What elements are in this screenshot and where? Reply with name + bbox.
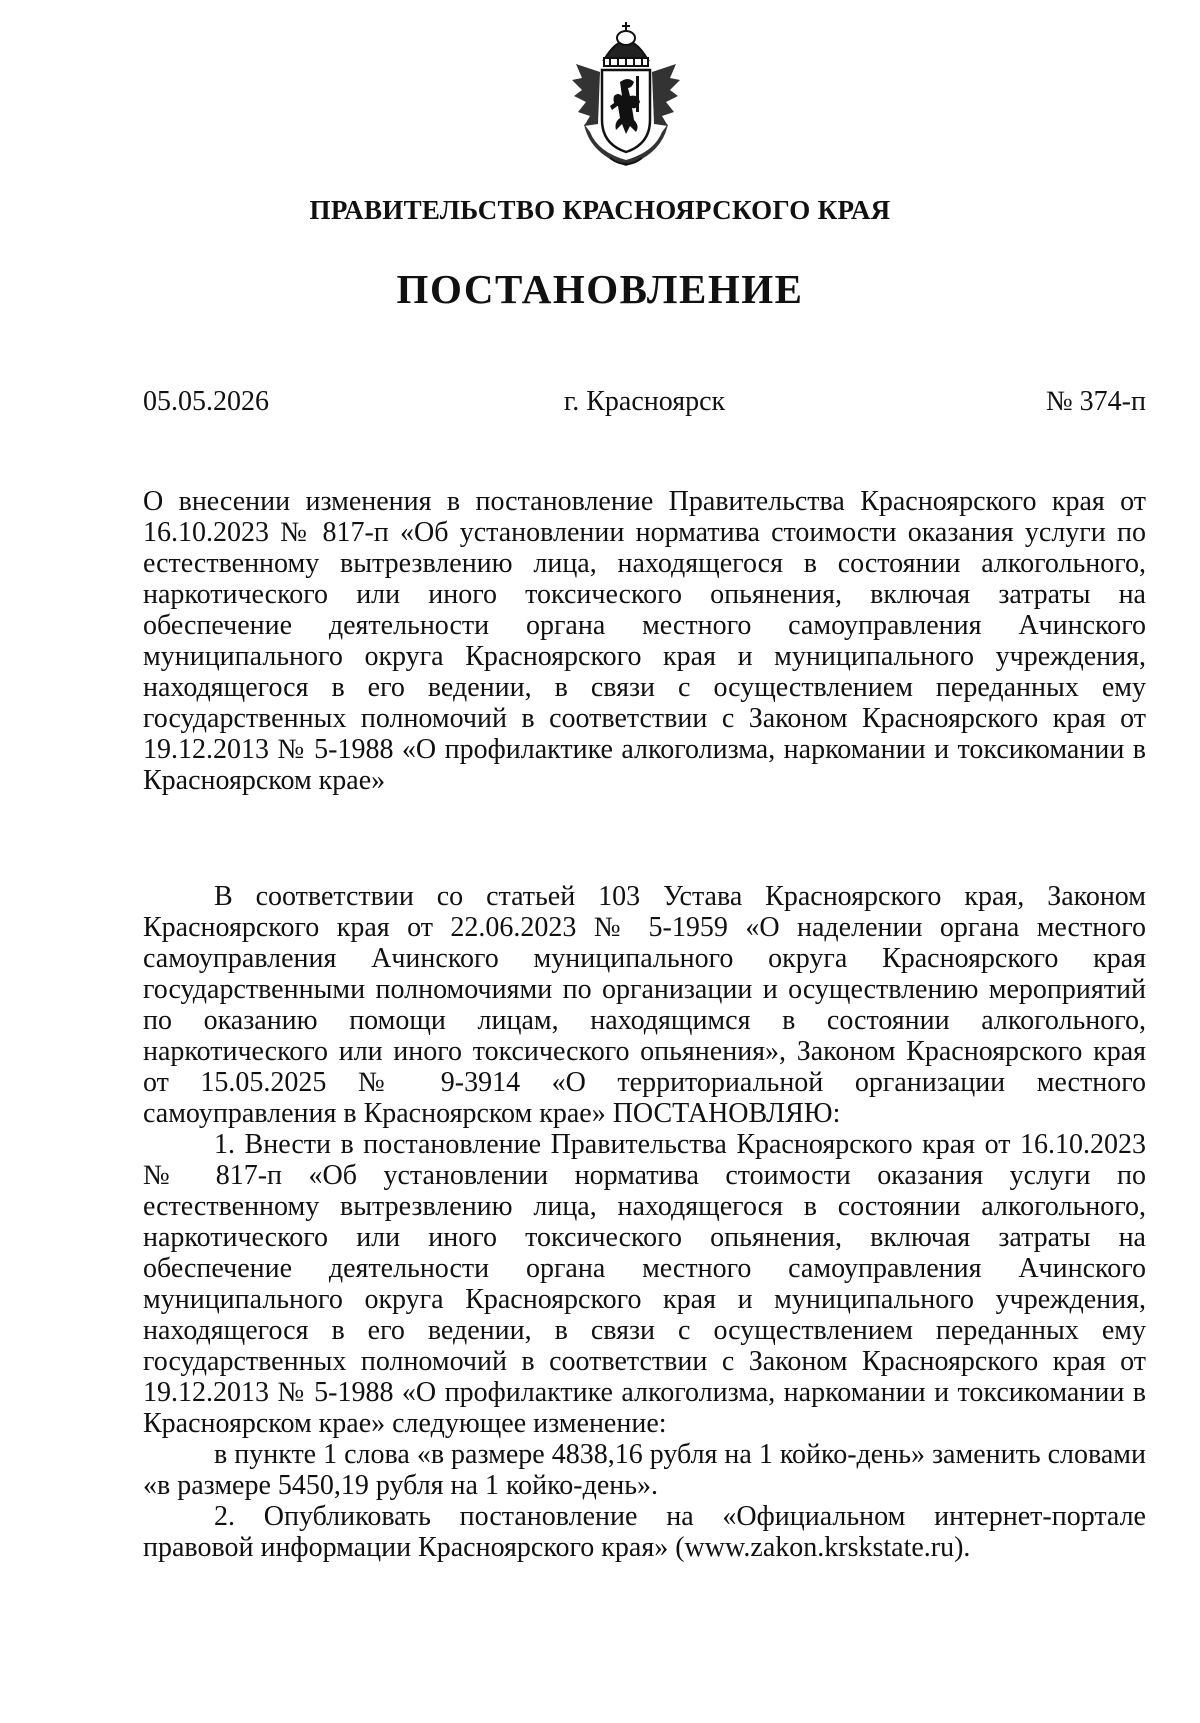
krasnoyarsk-coat-of-arms-icon bbox=[570, 20, 682, 172]
preamble-paragraph: В соответствии со статьей 103 Устава Красноярского края, Законом Красноярского края от 22.06.2023 № 5-1959 «О наделении органа местного самоуправления Ачинского муниципального округа Красноярского края государственными полномочиями по организации и осуществлению мероприятий по оказанию помощи лицам, находящимся в состоянии алкогольного, наркотического или иного токсического опьянения», Законом Красноярского края от 15.05.2025 № 9-3914 «О территориальной организации местного самоуправления в Красноярском крае» ПОСТАНОВЛЯЮ: bbox=[143, 881, 1146, 1129]
government-name: ПРАВИТЕЛЬСТВО КРАСНОЯРСКОГО КРАЯ bbox=[309, 195, 891, 225]
item-2-paragraph: 2. Опубликовать постановление на «Официальном интернет-портале правовой информации Красноярского края» (www.zakon.krskstate.ru). bbox=[143, 1501, 1146, 1563]
document-city: г. Красноярск bbox=[563, 386, 726, 417]
document-body bbox=[143, 881, 1146, 1563]
item-1-paragraph: 1. Внести в постановление Правительства Красноярского края от 16.10.2023 № 817-п «Об установлении норматива стоимости оказания услуги по естественному вытрезвлению лица, находящегося в состоянии алкогольного, наркотического или иного токсического опьянения, включая затраты на обеспечение деятельности органа местного самоуправления Ачинского муниципального округа Красноярского края и муниципального учреждения, находящегося в его ведении, в связи с осуществлением переданных ему государственных полномочий в соответствии с Законом Красноярского края от 19.12.2013 № 5-1988 «О профилактике алкоголизма, наркомании и токсикомании в Красноярском крае» следующее изменение: bbox=[143, 1129, 1146, 1439]
document-meta-row bbox=[143, 386, 1146, 422]
document-subject: О внесении изменения в постановление Правительства Красноярского края от 16.10.2023 № 817-п «Об установлении норматива стоимости оказания услуги по естественному вытрезвлению лица, находящегося в состоянии алкогольного, наркотического или иного токсического опьянения, включая затраты на обеспечение деятельности органа местного самоуправления Ачинского муниципального округа Красноярского края и муниципального учреждения, находящегося в его ведении, в связи с осуществлением переданных ему государственных полномочий в соответствии с Законом Красноярского края от 19.12.2013 № 5-1988 «О профилактике алкоголизма, наркомании и токсикомании в Красноярском крае» bbox=[143, 486, 1146, 796]
item-1-change-paragraph: в пункте 1 слова «в размере 4838,16 рубля на 1 койко-день» заменить словами «в размере 5450,19 рубля на 1 койко-день». bbox=[143, 1439, 1146, 1501]
document-type-title: ПОСТАНОВЛЕНИЕ bbox=[396, 266, 804, 312]
document-number: № 374-п bbox=[1045, 386, 1146, 417]
document-date: 05.05.2026 bbox=[143, 386, 269, 417]
